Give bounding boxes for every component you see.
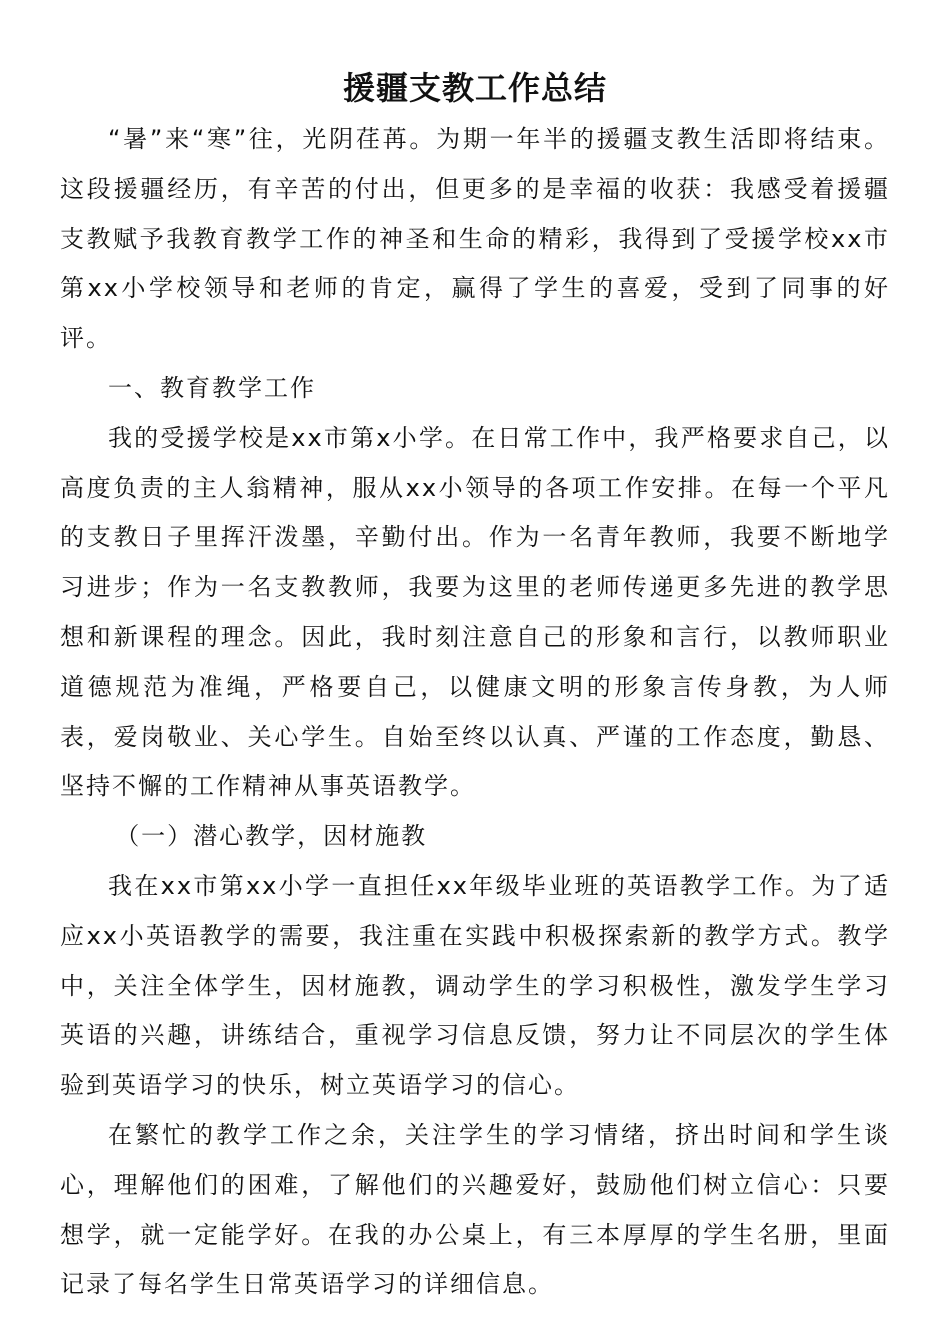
subsection-paragraph-1: 我在xx市第xx小学一直担任xx年级毕业班的英语教学工作。为了适应xx小英语教学的需要，我注重在实践中积极探索新的教学方式。教学中，关注全体学生，因材施教，调动学生的学习积极性，激发学生学习英语的兴趣，讲练结合，重视学习信息反馈，努力让不同层次的学生体验到英语学习的快乐，树立英语学习的信心。 bbox=[60, 871, 890, 1100]
section-heading-teaching: 一、教育教学工作 bbox=[108, 373, 316, 402]
document-body bbox=[60, 115, 890, 1310]
intro-paragraph: “暑”来“寒”往，光阴荏苒。为期一年半的援疆支教生活即将结束。这段援疆经历，有辛苦的付出，但更多的是幸福的收获：我感受着援疆支教赋予我教育教学工作的神圣和生命的精彩，我得到了受援学校xx市第xx小学校领导和老师的肯定，赢得了学生的喜爱，受到了同事的好评。 bbox=[60, 125, 890, 353]
subsection-heading-teaching-method: （一）潜心教学，因材施教 bbox=[115, 822, 428, 851]
section-paragraph-teaching: 我的受援学校是xx市第x小学。在日常工作中，我严格要求自己，以高度负责的主人翁精神，服从xx小领导的各项工作安排。在每一个平凡的支教日子里挥汗泼墨，辛勤付出。作为一名青年教师，我要不断地学习进步；作为一名支教教师，我要为这里的老师传递更多先进的教学思想和新课程的理念。因此，我时刻注意自己的形象和言行，以教师职业道德规范为准绳，严格要自己，以健康文明的形象言传身教，为人师表，爱岗敬业、关心学生。自始至终以认真、严谨的工作态度，勤恳、坚持不懈的工作精神从事英语教学。 bbox=[60, 423, 890, 801]
subsection-paragraph-2: 在繁忙的教学工作之余，关注学生的学习情绪，挤出时间和学生谈心，理解他们的困难，了解他们的兴趣爱好，鼓励他们树立信心：只要想学，就一定能学好。在我的办公桌上，有三本厚厚的学生名册，里面记录了每名学生日常英语学习的详细信息。 bbox=[60, 1120, 890, 1299]
page-title: 援疆支教工作总结 bbox=[342, 69, 607, 107]
